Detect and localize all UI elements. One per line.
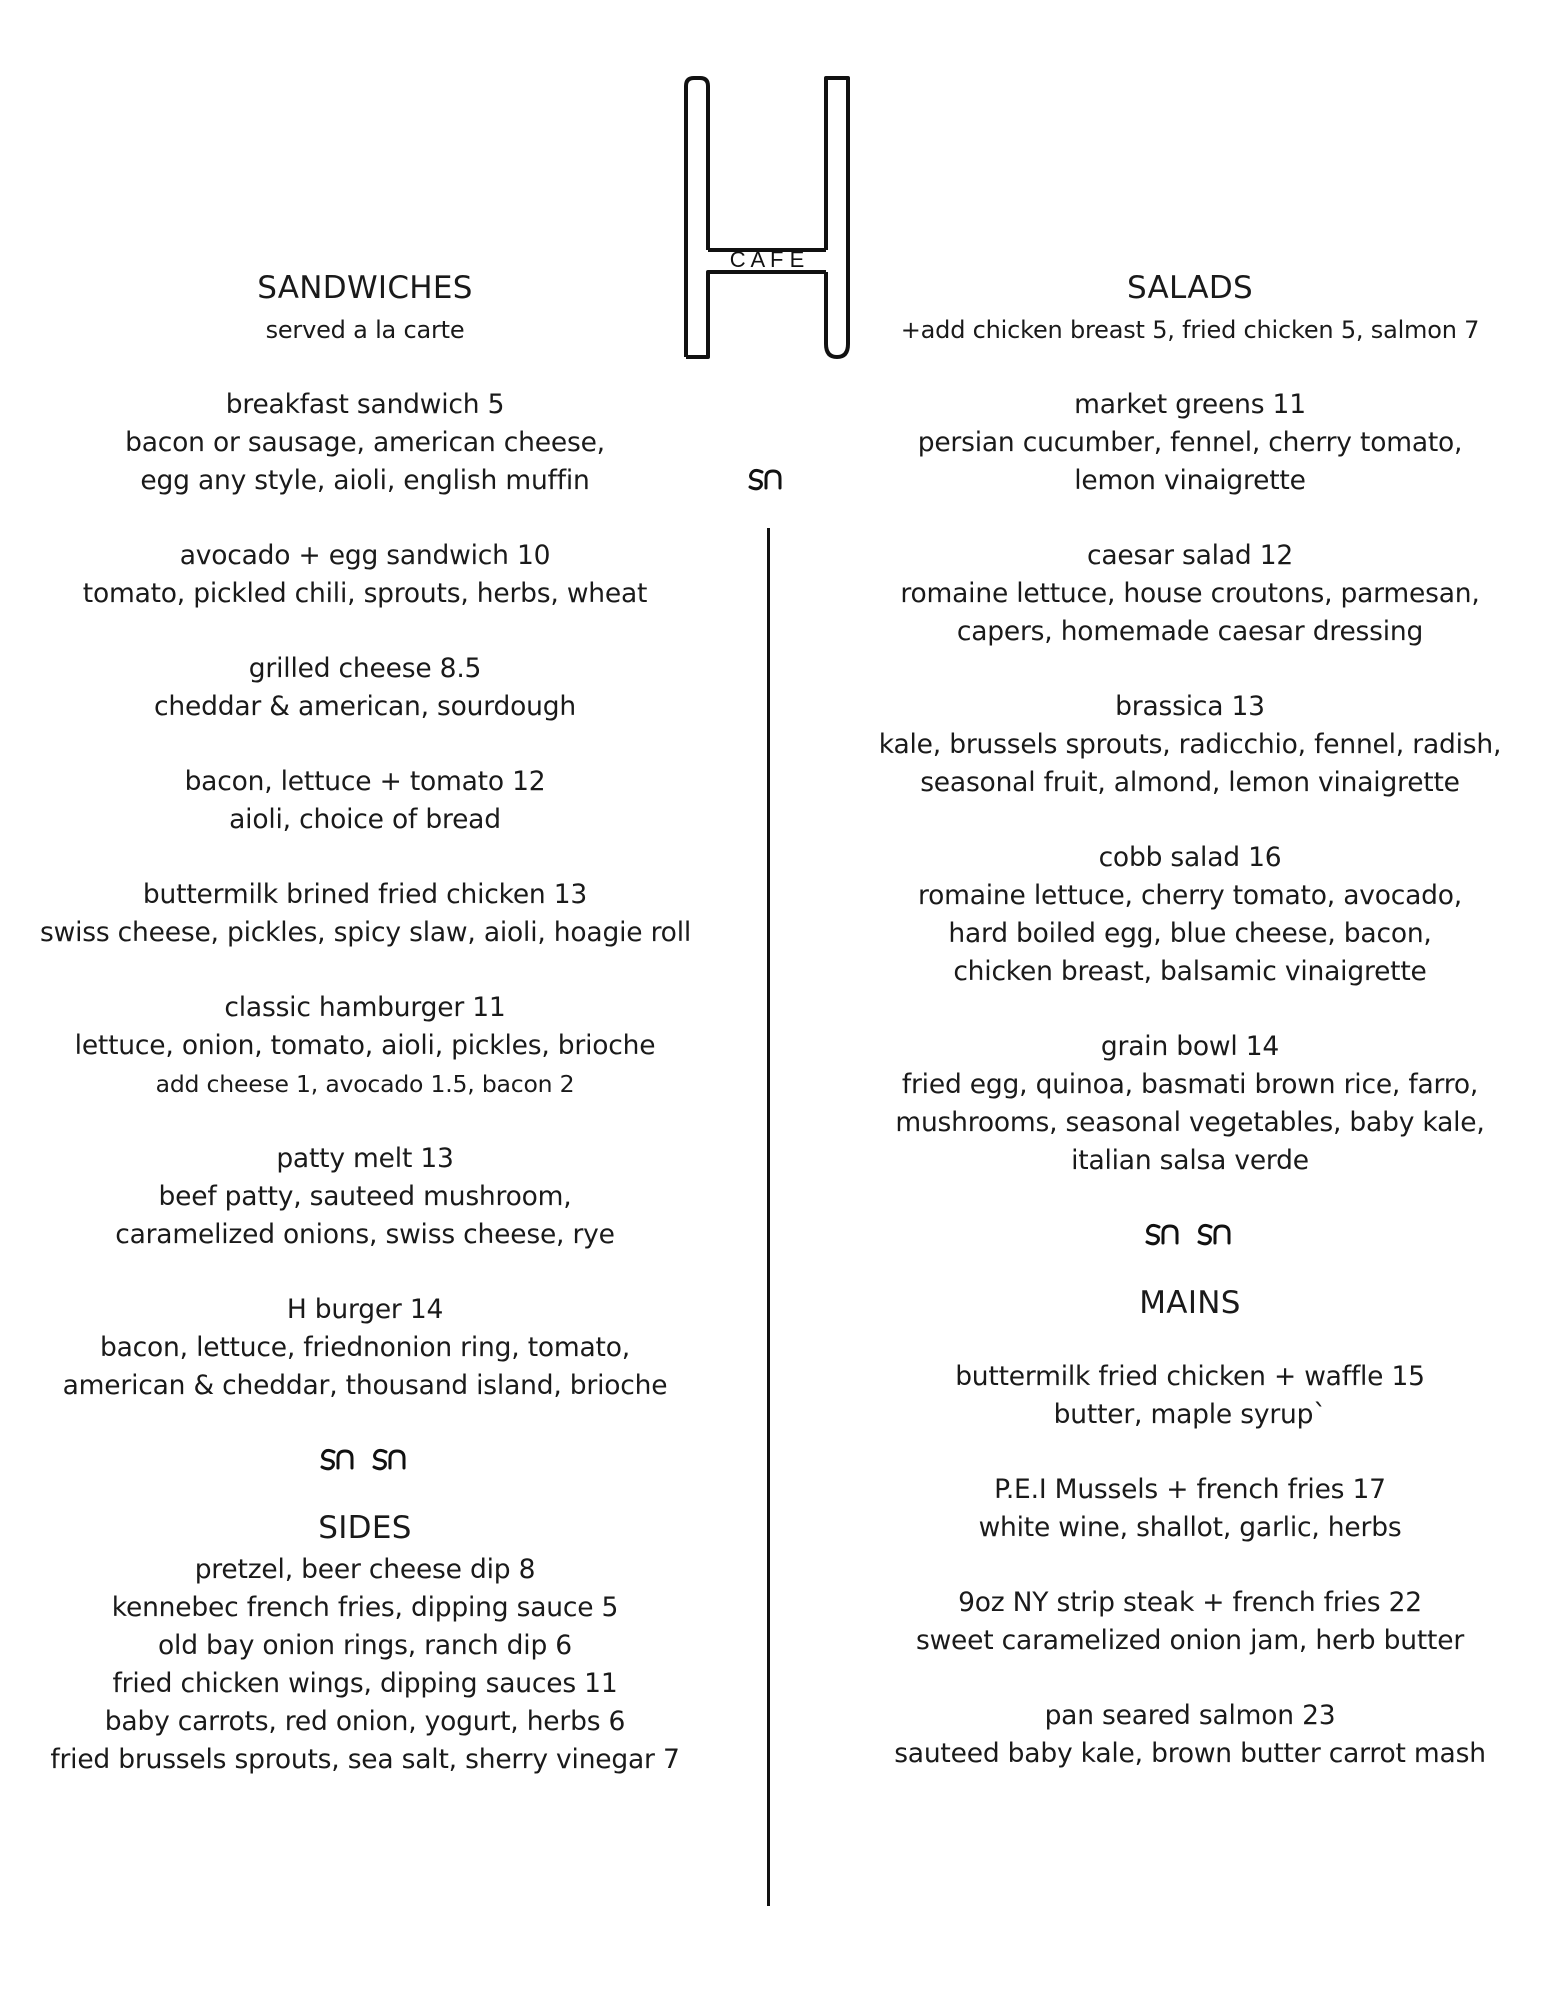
item-description: capers, homemade caesar dressing: [956, 616, 1424, 647]
item-description: bacon, lettuce, friednonion ring, tomato,: [100, 1332, 630, 1363]
menu-item: [875, 386, 1505, 500]
item-description: aioli, choice of bread: [229, 804, 501, 835]
item-name-price: P.E.I Mussels + french fries 17: [994, 1474, 1386, 1505]
item-name-price: buttermilk brined fried chicken 13: [142, 879, 588, 910]
menu-item: [40, 763, 690, 839]
item-description: mushrooms, seasonal vegetables, baby kale,: [895, 1107, 1485, 1138]
section-subtitle-salads: +add chicken breast 5, fried chicken 5, salmon 7: [900, 316, 1480, 344]
list-item: baby carrots, red onion, yogurt, herbs 6: [104, 1706, 626, 1737]
menu-item: [875, 1471, 1505, 1547]
item-name-price: cobb salad 16: [1098, 842, 1282, 873]
logo-wordmark: C A F E: [729, 247, 805, 272]
sides-list: [40, 1551, 690, 1779]
item-name-price: H burger 14: [286, 1294, 444, 1325]
ornament-icon: [40, 1445, 690, 1481]
list-item: old bay onion rings, ranch dip 6: [158, 1630, 572, 1661]
menu-item: [875, 1028, 1505, 1180]
menu-item: [40, 1140, 690, 1254]
item-description: american & cheddar, thousand island, brioche: [62, 1370, 668, 1401]
item-name-price: caesar salad 12: [1086, 540, 1294, 571]
item-description: kale, brussels sprouts, radicchio, fennel, radish,: [878, 729, 1502, 760]
right-column: [875, 265, 1505, 1773]
item-name-price: bacon, lettuce + tomato 12: [184, 766, 546, 797]
item-name-price: pan seared salmon 23: [1044, 1700, 1336, 1731]
list-item: fried brussels sprouts, sea salt, sherry vinegar 7: [50, 1744, 680, 1775]
section-title-salads: SALADS: [1127, 270, 1253, 306]
item-description: chicken breast, balsamic vinaigrette: [953, 956, 1427, 987]
section-title-sides: SIDES: [318, 1510, 412, 1546]
item-description: egg any style, aioli, english muffin: [140, 465, 590, 496]
item-description: caramelized onions, swiss cheese, rye: [115, 1219, 615, 1250]
menu-item: [40, 989, 690, 1103]
list-item: kennebec french fries, dipping sauce 5: [111, 1592, 619, 1623]
item-description: beef patty, sauteed mushroom,: [158, 1181, 572, 1212]
left-column: [40, 265, 690, 1779]
item-name-price: classic hamburger 11: [224, 992, 506, 1023]
item-name-price: brassica 13: [1115, 691, 1265, 722]
item-description: hard boiled egg, blue cheese, bacon,: [948, 918, 1432, 949]
ornament-icon: [875, 1220, 1505, 1256]
item-name-price: buttermilk fried chicken + waffle 15: [955, 1361, 1425, 1392]
item-description: italian salsa verde: [1071, 1145, 1309, 1176]
item-description: romaine lettuce, cherry tomato, avocado,: [917, 880, 1463, 911]
column-divider: [767, 528, 770, 1906]
item-description: bacon or sausage, american cheese,: [125, 427, 605, 458]
menu-item: [875, 1584, 1505, 1660]
item-description: persian cucumber, fennel, cherry tomato,: [917, 427, 1463, 458]
section-title-sandwiches: SANDWICHES: [257, 270, 473, 306]
menu-item: [875, 688, 1505, 802]
menu-item: [875, 839, 1505, 991]
item-addon: add cheese 1, avocado 1.5, bacon 2: [155, 1070, 575, 1098]
cafe-logo: [680, 72, 852, 362]
item-description: lettuce, onion, tomato, aioli, pickles, brioche: [74, 1030, 656, 1061]
item-description: tomato, pickled chili, sprouts, herbs, wheat: [82, 578, 648, 609]
menu-item: [875, 537, 1505, 651]
item-description: swiss cheese, pickles, spicy slaw, aioli, hoagie roll: [40, 917, 692, 948]
item-description: butter, maple syrup`: [1053, 1399, 1327, 1430]
item-description: seasonal fruit, almond, lemon vinaigrette: [920, 767, 1460, 798]
menu-item: [40, 537, 690, 613]
item-name-price: patty melt 13: [276, 1143, 454, 1174]
menu-item: [875, 1358, 1505, 1434]
item-name-price: avocado + egg sandwich 10: [179, 540, 551, 571]
item-description: sweet caramelized onion jam, herb butter: [915, 1625, 1465, 1656]
menu-item: [40, 650, 690, 726]
item-description: lemon vinaigrette: [1074, 465, 1306, 496]
item-description: fried egg, quinoa, basmati brown rice, farro,: [901, 1069, 1479, 1100]
item-description: sauteed baby kale, brown butter carrot mash: [894, 1738, 1486, 1769]
ornament-icon: [748, 466, 784, 492]
item-description: white wine, shallot, garlic, herbs: [978, 1512, 1402, 1543]
list-item: fried chicken wings, dipping sauces 11: [112, 1668, 618, 1699]
item-name-price: market greens 11: [1074, 389, 1306, 420]
item-name-price: 9oz NY strip steak + french fries 22: [958, 1587, 1422, 1618]
item-name-price: breakfast sandwich 5: [225, 389, 505, 420]
item-description: cheddar & american, sourdough: [154, 691, 576, 722]
menu-item: [40, 386, 690, 500]
menu-item: [40, 876, 690, 952]
item-name-price: grain bowl 14: [1100, 1031, 1280, 1062]
list-item: pretzel, beer cheese dip 8: [194, 1554, 536, 1585]
section-subtitle-sandwiches: served a la carte: [265, 316, 465, 344]
section-title-mains: MAINS: [1139, 1285, 1241, 1321]
item-description: romaine lettuce, house croutons, parmesan,: [900, 578, 1480, 609]
item-name-price: grilled cheese 8.5: [248, 653, 482, 684]
menu-item: [40, 1291, 690, 1405]
menu-item: [875, 1697, 1505, 1773]
